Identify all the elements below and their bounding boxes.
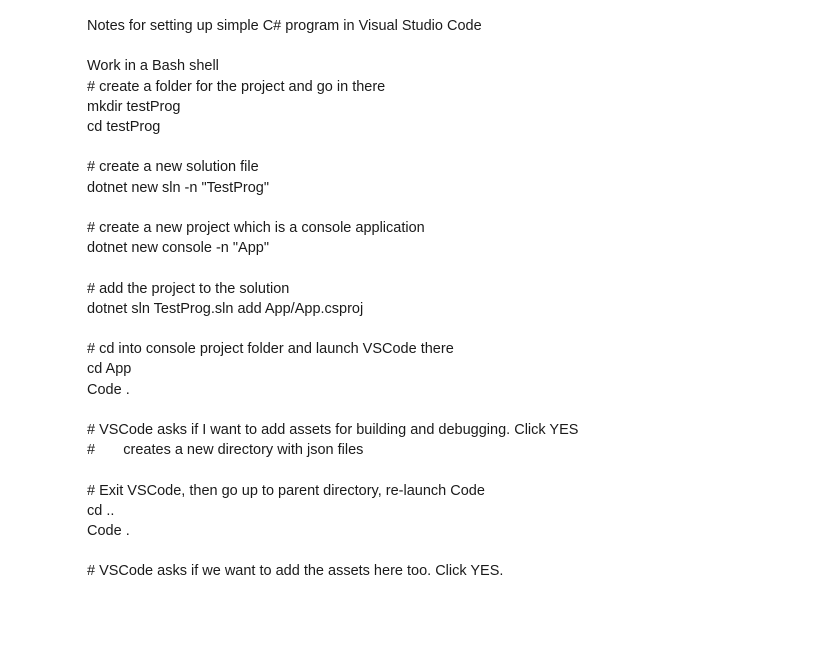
command-line: Code . (87, 522, 130, 539)
comment-line: # create a new project which is a console application (87, 219, 425, 236)
comment-line: # VSCode asks if I want to add assets for building and debugging. Click YES (87, 421, 579, 438)
command-line: Code . (87, 381, 130, 398)
command-line: cd testProg (87, 119, 161, 135)
comment-line: # cd into console project folder and launch VSCode there (87, 341, 454, 358)
text-line (87, 36, 807, 56)
text-line (87, 319, 807, 339)
comment-line: # add the project to the solution (87, 280, 290, 297)
text-line (87, 400, 807, 420)
comment-line: # VSCode asks if we want to add the assets here too. Click YES. (87, 563, 504, 580)
text-line (87, 198, 807, 218)
document-title: Notes for setting up simple C# program in Visual Studio Code (87, 18, 482, 34)
text-line: Work in a Bash shell (87, 58, 219, 75)
comment-line: # create a new solution file (87, 159, 259, 176)
command-line: dotnet new console -n "App" (87, 240, 269, 257)
command-line: mkdir testProg (87, 98, 181, 115)
command-line: cd App (87, 361, 132, 378)
command-line: dotnet new sln -n "TestProg" (87, 179, 269, 196)
document-body (87, 16, 807, 582)
command-line: dotnet sln TestProg.sln add App/App.csproj (87, 300, 364, 317)
text-line (87, 137, 807, 157)
comment-line: # creates a new directory with json files (87, 442, 364, 459)
comment-line: # create a folder for the project and go in there (87, 78, 386, 95)
comment-line: # Exit VSCode, then go up to parent directory, re-launch Code (87, 482, 485, 499)
text-line (87, 460, 807, 480)
command-line: cd .. (87, 502, 115, 519)
text-line (87, 541, 807, 561)
text-line (87, 258, 807, 278)
